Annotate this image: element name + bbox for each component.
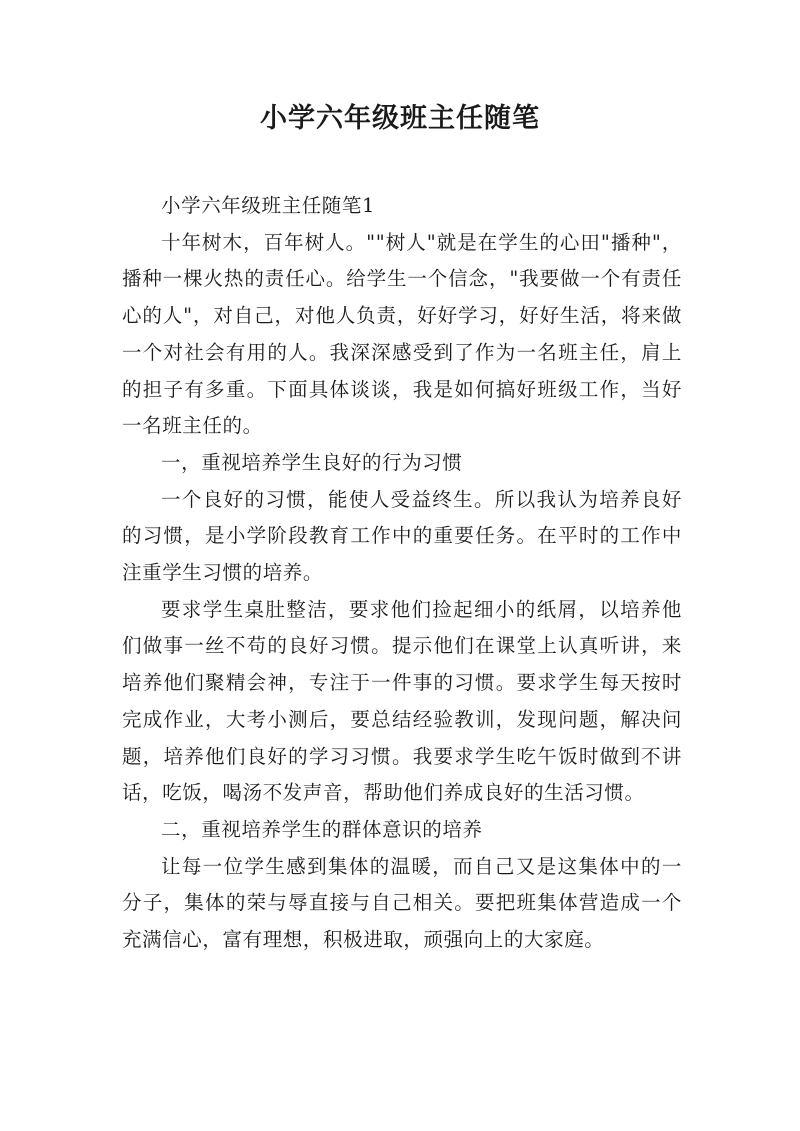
document-body [122,188,682,959]
section-heading-2: 二，重视培养学生的群体意识的培养 [161,817,483,841]
intro-paragraph: 十年树木，百年树人。""树人"就是在学生的心田"播种"，播种一棵火热的责任心。给学生一个信念，"我要做一个有责任心的人"，对自己，对他人负责，好好学习，好好生活，将来做一个对社会有用的人。我深深感受到了作为一名班主任，肩上的担子有多重。下面具体谈谈，我是如何搞好班级工作，当好一名班主任的。 [122,230,682,438]
body-paragraph: 让每一位学生感到集体的温暖，而自己又是这集体中的一分子，集体的荣与辱直接与自己相关。要把班集体营造成一个充满信心，富有理想，积极进取，顽强向上的大家庭。 [122,854,682,952]
subtitle-paragraph: 小学六年级班主任随笔1 [161,194,376,217]
body-paragraph: 要求学生桌肚整洁，要求他们捡起细小的纸屑，以培养他们做事一丝不苟的良好习惯。提示他们在课堂上认真听讲，来培养他们聚精会神，专注于一件事的习惯。要求学生每天按时完成作业，大考小测后，要总结经验教训，发现问题，解决问题，培养他们良好的学习习惯。我要求学生吃午饭时做到不讲话，吃饭，喝汤不发声音，帮助他们养成良好的生活习惯。 [122,597,682,805]
body-paragraph: 一个良好的习惯，能使人受益终生。所以我认为培养良好的习惯，是小学阶段教育工作中的重要任务。在平时的工作中注重学生习惯的培养。 [122,487,682,585]
document-title: 小学六年级班主任随笔 [260,103,540,134]
section-heading-1: 一，重视培养学生良好的行为习惯 [161,450,463,474]
